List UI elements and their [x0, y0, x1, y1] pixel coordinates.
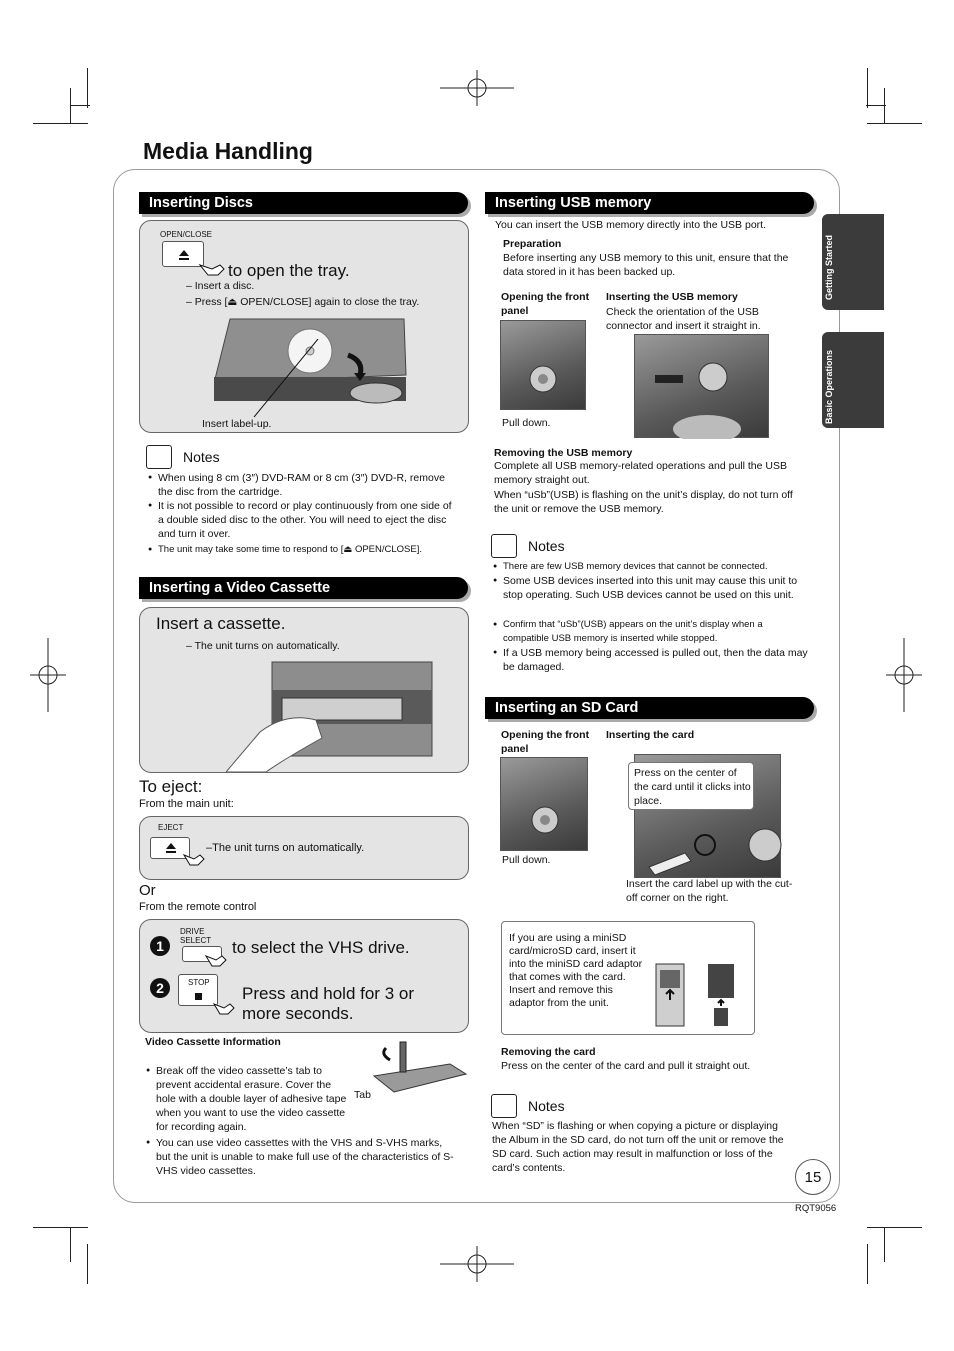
section-header-discs: Inserting Discs: [139, 192, 468, 214]
cassette-tab-illustration: [370, 1040, 470, 1100]
cassette-action: Insert a cassette.: [156, 614, 286, 633]
press-hand-icon: [204, 952, 228, 970]
step-2-text: Press and hold for 3 or more seconds.: [242, 984, 414, 1023]
drive-select-key-label: DRIVE SELECT: [180, 927, 212, 945]
sd-pull-down: Pull down.: [502, 854, 551, 866]
vcr-illustration: [226, 660, 434, 772]
usb-prep-text: Before inserting any USB memory to this unit, ensure that the data stored in it has been backed up.: [503, 252, 789, 278]
tab-label: Tab: [354, 1089, 371, 1101]
remote-panel: [139, 919, 469, 1033]
sd-adaptor-illustration: [652, 960, 742, 1030]
usb-note-1: ● There are few USB memory devices that cannot be connected.: [503, 560, 808, 574]
discs-note-3: ● The unit may take some time to respond to [⏏ OPEN/CLOSE].: [158, 543, 468, 557]
press-hand-icon: [198, 259, 226, 279]
page-title: Media Handling: [143, 138, 313, 164]
usb-open-title: Opening the front panel: [501, 291, 590, 317]
sd-front-panel-photo: [500, 757, 588, 851]
minisd-panel: [501, 921, 755, 1035]
cassette-panel: [139, 607, 469, 773]
cassette-sub: – The unit turns on automatically.: [186, 640, 340, 652]
step-1-text: to select the VHS drive.: [232, 938, 410, 957]
side-tab-basic-operations[interactable]: Basic Operations: [822, 332, 884, 428]
discs-note-2: ● It is not possible to record or play continuously from one side of a double sided disc to the other. You will need to eject the disc and turn it over.: [158, 499, 458, 541]
usb-note-4: ● If a USB memory being accessed is pulled out, then the data may be damaged.: [503, 646, 808, 674]
sd-callout-text: Press on the center of the card until it clicks into place.: [634, 767, 751, 807]
doc-code: RQT9056: [795, 1203, 837, 1214]
sd-notes-title: Notes: [528, 1098, 565, 1114]
usb-notes-title: Notes: [528, 538, 565, 554]
side-tab-getting-started[interactable]: Getting Started: [822, 214, 884, 310]
sd-open-title: Opening the front panel: [501, 729, 590, 755]
usb-insert-title: Inserting the USB memory: [606, 291, 738, 303]
notes-icon: [491, 534, 517, 558]
discs-notes-title: Notes: [183, 449, 220, 465]
sd-remove-title: Removing the card: [501, 1046, 596, 1058]
usb-port-photo: [634, 334, 769, 438]
usb-intro: You can insert the USB memory directly into the USB port.: [495, 219, 766, 231]
eject-panel: [139, 816, 469, 880]
usb-insert-text: Check the orientation of the USB connector and insert it straight in.: [606, 306, 761, 332]
usb-note-3: ● Confirm that “uSb”(USB) appears on the unit’s display when a compatible USB memory is inserted while stopped.: [503, 618, 808, 646]
disc-photo-caption: Insert label-up.: [202, 418, 272, 430]
eject-title: To eject:: [139, 777, 203, 796]
stop-icon: [195, 993, 202, 1000]
eject-note: –The unit turns on automatically.: [206, 842, 365, 854]
discs-sub2: – Press [⏏ OPEN/CLOSE] again to close the tray.: [186, 296, 420, 308]
eject-key-label: EJECT: [158, 823, 184, 832]
step-1-badge: 1: [150, 936, 170, 956]
cassette-info-title: Video Cassette Information: [145, 1036, 281, 1048]
usb-prep-title: Preparation: [503, 238, 562, 250]
cassette-info-2: ● You can use video cassettes with the VHS and S-VHS marks, but the unit is unable to make full use of the characteristics of S-VHS video cassettes.: [156, 1136, 456, 1178]
usb-front-panel-photo: [500, 320, 586, 410]
notes-icon: [146, 445, 172, 469]
discs-sub1: – Insert a disc.: [186, 280, 255, 292]
sd-label-caption: Insert the card label up with the cut-off corner on the right.: [626, 878, 793, 904]
press-hand-icon: [182, 851, 206, 869]
usb-pull-down: Pull down.: [502, 417, 551, 429]
discs-note-1: ● When using 8 cm (3″) DVD-RAM or 8 cm (3″) DVD-R, remove the disc from the cartridge.: [158, 471, 458, 499]
sd-callout: [628, 762, 754, 810]
section-header-sd: Inserting an SD Card: [485, 697, 814, 719]
or-label: Or: [139, 882, 156, 899]
notes-icon: [491, 1094, 517, 1118]
from-remote: From the remote control: [139, 901, 257, 913]
usb-remove-text-1: Complete all USB memory-related operations and pull the USB memory straight out.: [494, 460, 787, 486]
discs-action: to open the tray.: [228, 261, 350, 280]
sd-notes-text: When “SD” is flashing or when copying a picture or displaying the Album in the SD card, do not turn off the unit or remove the SD card. Such action may result in malfunction or loss of the card’s contents.: [492, 1120, 784, 1174]
usb-remove-title: Removing the USB memory: [494, 447, 633, 459]
section-header-cassette: Inserting a Video Cassette: [139, 577, 468, 599]
sd-remove-text: Press on the center of the card and pull it straight out.: [501, 1060, 751, 1072]
label-leader-line: [240, 339, 320, 419]
usb-remove-text-2: When “uSb”(USB) is flashing on the unit’s display, do not turn off the unit or remove the USB memory.: [494, 489, 793, 515]
cassette-info-1: ● Break off the video cassette’s tab to prevent accidental erasure. Cover the hole with a double layer of adhesive tape when you want to use the video cassette for recording again.: [156, 1064, 352, 1134]
step-2-badge: 2: [150, 978, 170, 998]
sd-insert-title: Inserting the card: [606, 729, 695, 741]
minisd-text: If you are using a miniSD card/microSD card, insert it into the miniSD card adaptor that comes with the card. Insert and remove this adaptor from the unit.: [509, 932, 643, 1009]
press-hand-icon: [212, 1000, 236, 1018]
discs-panel: [139, 220, 469, 433]
open-close-key-label: OPEN/CLOSE: [160, 230, 213, 239]
section-header-usb: Inserting USB memory: [485, 192, 814, 214]
from-main-unit: From the main unit:: [139, 798, 234, 810]
page-number: 15: [795, 1159, 831, 1195]
stop-key-label: STOP: [188, 978, 210, 987]
usb-note-2: ● Some USB devices inserted into this unit may cause this unit to stop operating. Such USB devices cannot be used on this unit.: [503, 574, 808, 602]
